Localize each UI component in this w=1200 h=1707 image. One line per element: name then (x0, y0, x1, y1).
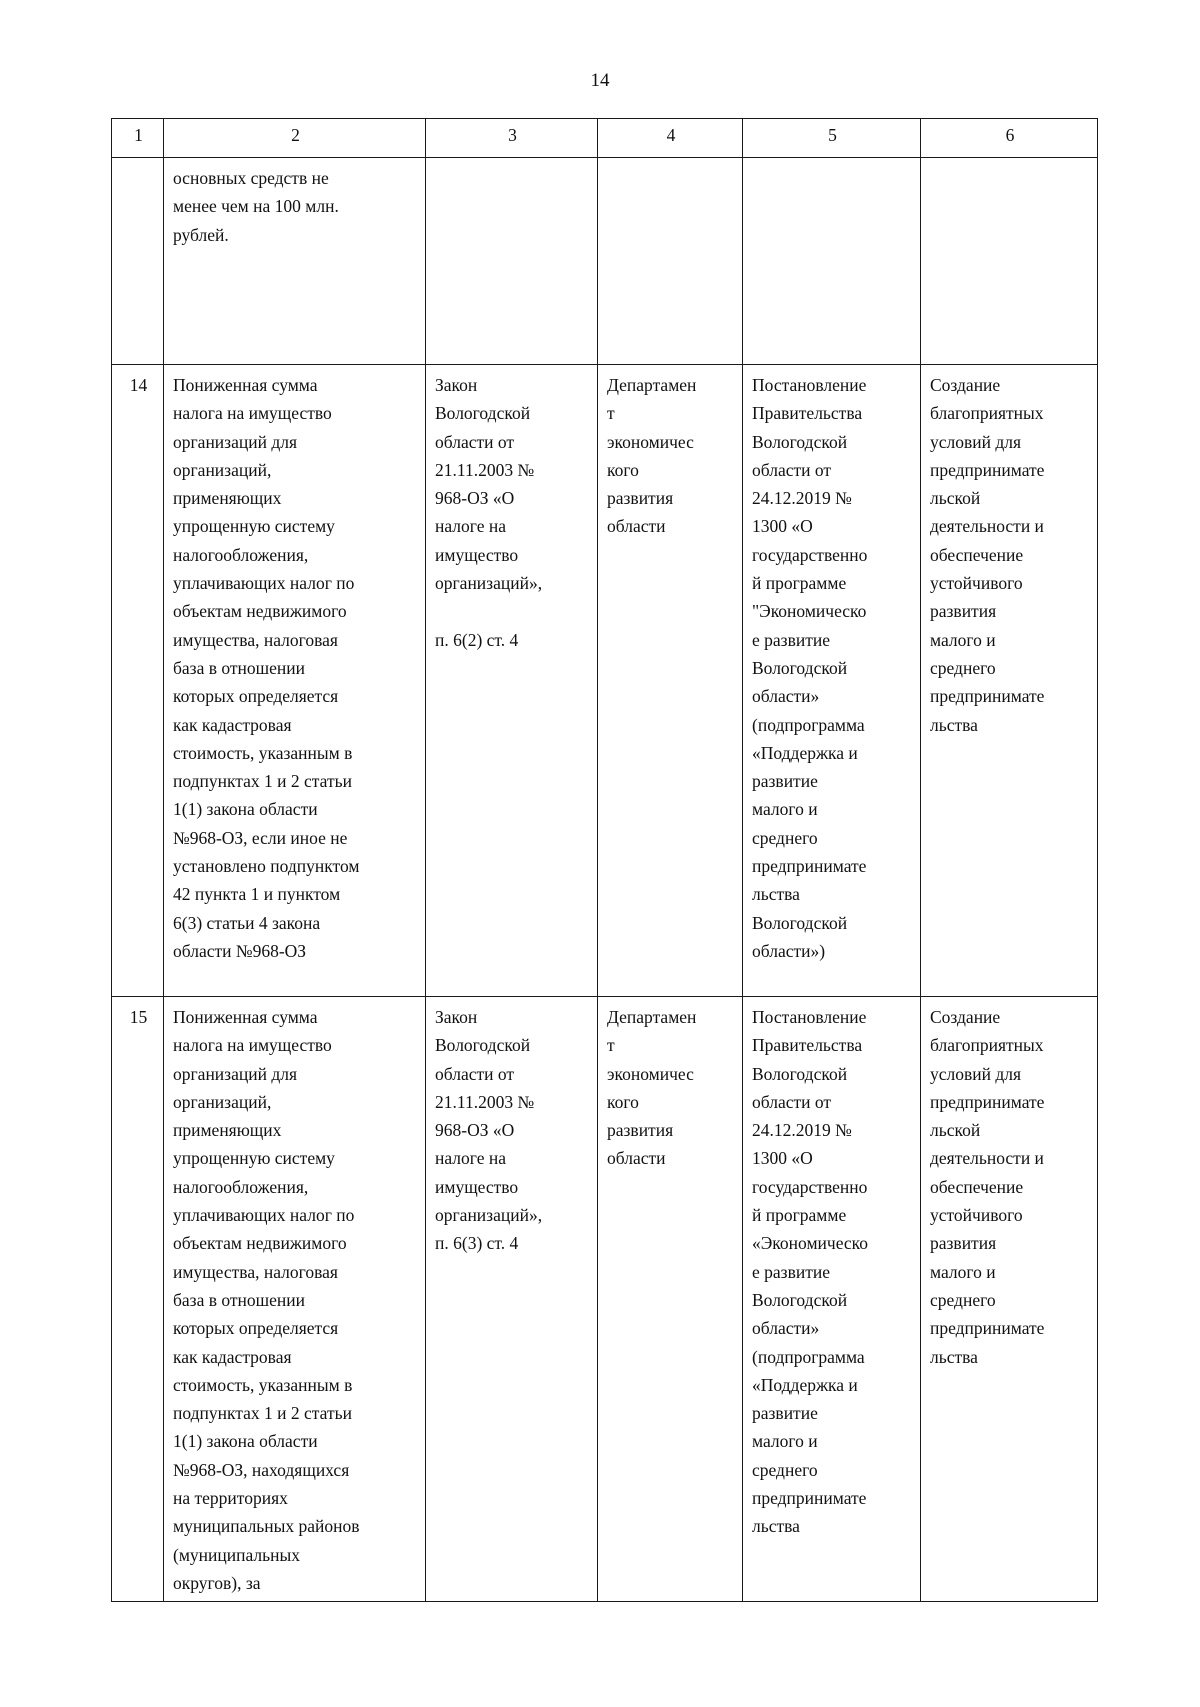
text-line: развития (930, 601, 997, 622)
goal (921, 997, 1098, 1602)
text-line: предпринимате (930, 1318, 1045, 1339)
text-line: имущества, налоговая (173, 629, 338, 650)
benefit-description (164, 365, 426, 997)
text-line: основных средств не (173, 168, 329, 188)
benefit-description (164, 997, 426, 1602)
text-line: налогообложения, (173, 1176, 309, 1197)
text-line: области от (435, 1063, 515, 1084)
text-line: развития (930, 1233, 997, 1254)
text-line: округов), за (173, 1572, 261, 1593)
text-line: имущество (435, 544, 519, 565)
text-line: налога на имущество (173, 403, 332, 424)
text-line: среднего (752, 827, 818, 848)
column-header: 6 (921, 119, 1098, 158)
text-line: Постановление (752, 1007, 867, 1027)
legal-basis (426, 365, 598, 997)
text-line: база в отношении (173, 657, 305, 678)
text-line: как кадастровая (173, 1346, 292, 1367)
text-line: области») (752, 940, 826, 961)
text-line: объектам недвижимого (173, 601, 347, 622)
text-line: Пониженная сумма (173, 375, 318, 395)
text-line: организаций для (173, 431, 298, 452)
text-line: №968-ОЗ, если иное не (173, 827, 348, 848)
responsible-body (598, 365, 743, 997)
text-line: области №968-ОЗ (173, 940, 307, 961)
text-line: 42 пункта 1 и пунктом (173, 884, 341, 905)
legal-basis (426, 997, 598, 1602)
text-line: упрощенную систему (173, 1148, 335, 1169)
text-line: предпринимате (930, 686, 1045, 707)
text-line: упрощенную систему (173, 516, 335, 537)
text-line: предпринимате (752, 856, 867, 877)
text-line: п. 6(2) ст. 4 (435, 629, 519, 650)
text-line: развитие (752, 1403, 818, 1424)
text-line: деятельности и (930, 1148, 1044, 1169)
text-line: устойчивого (930, 573, 1023, 594)
text-line: менее чем на 100 млн. (173, 196, 339, 217)
column-header: 4 (598, 119, 743, 158)
text-line: льства (930, 1346, 978, 1367)
text-line: предпринимате (930, 459, 1045, 480)
text-line: применяющих (173, 488, 282, 509)
column-header: 2 (164, 119, 426, 158)
text-line: 968-ОЗ «О (435, 488, 515, 509)
text-line: льства (752, 884, 800, 905)
text-line: льской (930, 1120, 981, 1141)
text-line: стоимость, указанным в (173, 1374, 353, 1395)
text-line: Правительства (752, 403, 863, 424)
text-line: уплачивающих налог по (173, 1205, 355, 1226)
text-line: области» (752, 686, 820, 707)
text-line: «Поддержка и (752, 1374, 858, 1395)
text-line: развития (607, 1120, 674, 1141)
benefit-description (164, 158, 426, 365)
text-line: развития (607, 488, 674, 509)
text-line: Закон (435, 1007, 478, 1027)
text-line: области» (752, 1318, 820, 1339)
text-line: льства (752, 1516, 800, 1537)
text-line: Постановление (752, 375, 867, 395)
text-line: №968-ОЗ, находящихся (173, 1459, 350, 1480)
text-line: 24.12.2019 № (752, 1120, 852, 1141)
text-line: муниципальных районов (173, 1516, 360, 1537)
text-line: е развитие (752, 1261, 830, 1282)
text-line: области (607, 516, 666, 537)
text-line: льства (930, 714, 978, 735)
text-line: установлено подпунктом (173, 856, 360, 877)
text-line: 1(1) закона области (173, 1431, 318, 1452)
text-line: налоге на (435, 1148, 506, 1169)
text-line: 21.11.2003 № (435, 1091, 535, 1112)
text-line: организаций, (173, 459, 272, 480)
text-line: организаций», (435, 1205, 543, 1226)
text-line: экономичес (607, 1063, 694, 1084)
text-line: налоге на (435, 516, 506, 537)
program-reference (743, 997, 921, 1602)
row-number: 14 (112, 365, 164, 997)
text-line: уплачивающих налог по (173, 573, 355, 594)
text-line: среднего (930, 657, 996, 678)
text-line: применяющих (173, 1120, 282, 1141)
text-line: благоприятных (930, 403, 1044, 424)
text-line: 6(3) статьи 4 закона (173, 912, 321, 933)
text-line: деятельности и (930, 516, 1044, 537)
text-line: Вологодской (752, 912, 848, 933)
text-line: экономичес (607, 431, 694, 452)
text-line: Вологодской (435, 403, 531, 424)
text-line: развитие (752, 771, 818, 792)
text-line: имущество (435, 1176, 519, 1197)
text-line: налогообложения, (173, 544, 309, 565)
text-line: (подпрограмма (752, 714, 865, 735)
text-line: Пониженная сумма (173, 1007, 318, 1027)
goal (921, 158, 1098, 365)
text-line: государственно (752, 544, 868, 565)
text-line: области от (752, 459, 832, 480)
text-line: Вологодской (752, 431, 848, 452)
text-line: й программе (752, 573, 847, 594)
table-row (112, 365, 1098, 997)
text-line: которых определяется (173, 686, 339, 707)
text-line: «Поддержка и (752, 742, 858, 763)
text-line (435, 597, 590, 625)
text-line: малого и (752, 799, 818, 820)
benefits-table (111, 118, 1098, 1602)
text-line: кого (607, 1091, 639, 1112)
text-line: база в отношении (173, 1289, 305, 1310)
goal (921, 365, 1098, 997)
text-line: имущества, налоговая (173, 1261, 338, 1282)
text-line: организаций, (173, 1091, 272, 1112)
text-line: которых определяется (173, 1318, 339, 1339)
text-line: т (607, 403, 615, 424)
text-line: Создание (930, 375, 1001, 395)
row-number (112, 158, 164, 365)
text-line: льской (930, 488, 981, 509)
text-line: налога на имущество (173, 1035, 332, 1056)
text-line: малого и (930, 1261, 996, 1282)
program-reference (743, 365, 921, 997)
text-line: Департамен (607, 375, 697, 395)
text-line: 21.11.2003 № (435, 459, 535, 480)
text-line: устойчивого (930, 1205, 1023, 1226)
legal-basis (426, 158, 598, 365)
text-line: кого (607, 459, 639, 480)
text-line: рублей. (173, 224, 229, 245)
column-header: 5 (743, 119, 921, 158)
program-reference (743, 158, 921, 365)
text-line: условий для (930, 1063, 1022, 1084)
text-line: т (607, 1035, 615, 1056)
text-line: Вологодской (435, 1035, 531, 1056)
text-line: Вологодской (752, 1063, 848, 1084)
text-line: области (607, 1148, 666, 1169)
text-line: Создание (930, 1007, 1001, 1027)
table-header-row (112, 119, 1098, 158)
responsible-body (598, 997, 743, 1602)
text-line: стоимость, указанным в (173, 742, 353, 763)
column-header: 1 (112, 119, 164, 158)
column-header: 3 (426, 119, 598, 158)
text-line: е развитие (752, 629, 830, 650)
table-row (112, 997, 1098, 1602)
text-line: п. 6(3) ст. 4 (435, 1233, 519, 1254)
text-line: среднего (752, 1459, 818, 1480)
text-line: области от (752, 1091, 832, 1112)
text-line: предпринимате (930, 1091, 1045, 1112)
text-line: на территориях (173, 1488, 288, 1509)
text-line: малого и (752, 1431, 818, 1452)
text-line: обеспечение (930, 544, 1024, 565)
text-line: области от (435, 431, 515, 452)
text-line: 1300 «О (752, 1148, 813, 1169)
text-line: (подпрограмма (752, 1346, 865, 1367)
text-line: «Экономическо (752, 1233, 869, 1254)
text-line: обеспечение (930, 1176, 1024, 1197)
text-line: Правительства (752, 1035, 863, 1056)
text-line: условий для (930, 431, 1022, 452)
text-line: 24.12.2019 № (752, 488, 852, 509)
page-number: 14 (590, 70, 610, 91)
text-line: среднего (930, 1289, 996, 1310)
text-line: благоприятных (930, 1035, 1044, 1056)
responsible-body (598, 158, 743, 365)
text-line: организаций», (435, 573, 543, 594)
text-line: Департамен (607, 1007, 697, 1027)
text-line: подпунктах 1 и 2 статьи (173, 771, 352, 792)
text-line: малого и (930, 629, 996, 650)
text-line: предпринимате (752, 1488, 867, 1509)
text-line: организаций для (173, 1063, 298, 1084)
text-line: й программе (752, 1205, 847, 1226)
text-line: (муниципальных (173, 1544, 300, 1565)
text-line: 1(1) закона области (173, 799, 318, 820)
text-line: подпунктах 1 и 2 статьи (173, 1403, 352, 1424)
text-line: Вологодской (752, 1289, 848, 1310)
text-line: Вологодской (752, 657, 848, 678)
text-line: Закон (435, 375, 478, 395)
text-line: государственно (752, 1176, 868, 1197)
text-line: 968-ОЗ «О (435, 1120, 515, 1141)
table-row (112, 158, 1098, 365)
row-number: 15 (112, 997, 164, 1602)
text-line: объектам недвижимого (173, 1233, 347, 1254)
text-line: 1300 «О (752, 516, 813, 537)
text-line: "Экономическо (752, 601, 867, 622)
text-line: как кадастровая (173, 714, 292, 735)
